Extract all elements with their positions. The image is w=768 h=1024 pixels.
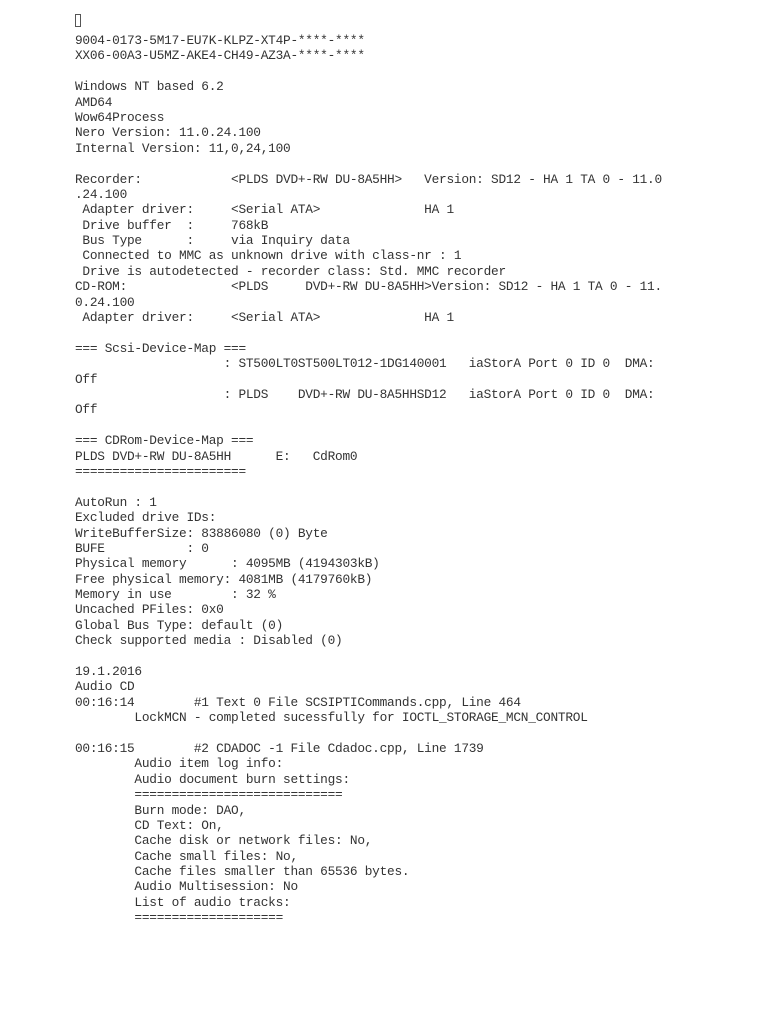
log-line: AMD64 [75, 94, 113, 110]
log-line: Recorder: <PLDS DVD+-RW DU-8A5HH> Version: SD12 - HA 1 TA 0 - 11.0 [75, 171, 662, 187]
log-line: 19.1.2016 [75, 664, 142, 680]
log-line: AutoRun : 1 [75, 494, 157, 510]
log-line: Excluded drive IDs: [75, 510, 217, 526]
log-line: Audio CD [75, 679, 135, 695]
log-line: ============================ [75, 787, 343, 803]
missing-glyph-icon [75, 14, 81, 27]
log-entry-1 [75, 664, 715, 726]
log-line: Free physical memory: 4081MB (4179760kB) [75, 571, 373, 587]
log-line: : ST500LT0ST500LT012-1DG140001 iaStorA Port 0 ID 0 DMA: [75, 356, 655, 372]
log-line: Drive is autodetected - recorder class: Std. MMC recorder [75, 263, 506, 279]
log-line: === Scsi-Device-Map === [75, 340, 246, 356]
recorder-section [75, 172, 715, 326]
log-line: Memory in use : 32 % [75, 587, 276, 603]
log-line: BUFE : 0 [75, 540, 209, 556]
system-info-section [75, 79, 715, 156]
log-line: LockMCN - completed sucessfully for IOCTL_STORAGE_MCN_CONTROL [75, 710, 588, 726]
log-line: Internal Version: 11,0,24,100 [75, 140, 291, 156]
log-line: ======================= [75, 463, 246, 479]
log-line: PLDS DVD+-RW DU-8A5HH E: CdRom0 [75, 448, 358, 464]
log-line: Audio Multisession: No [75, 879, 298, 895]
log-line: .24.100 [75, 186, 128, 202]
log-line: Audio document burn settings: [75, 771, 350, 787]
log-line: Global Bus Type: default (0) [75, 617, 284, 633]
log-line: Nero Version: 11.0.24.100 [75, 125, 261, 141]
cdrom-device-map-section [75, 433, 715, 479]
log-line: WriteBufferSize: 83886080 (0) Byte [75, 525, 328, 541]
log-line: Drive buffer : 768kB [75, 217, 269, 233]
log-line: Cache small files: No, [75, 848, 298, 864]
log-line: CD-ROM: <PLDS DVD+-RW DU-8A5HH>Version: SD12 - HA 1 TA 0 - 11. [75, 279, 662, 295]
log-line: Connected to MMC as unknown drive with class-nr : 1 [75, 248, 462, 264]
settings-section [75, 495, 715, 649]
log-line: Cache files smaller than 65536 bytes. [75, 864, 410, 880]
log-line: XX06-00A3-U5MZ-AKE4-CH49-AZ3A-****-**** [75, 48, 365, 64]
log-line: : PLDS DVD+-RW DU-8A5HHSD12 iaStorA Port 0 ID 0 DMA: [75, 386, 655, 402]
log-line: Audio item log info: [75, 756, 284, 772]
log-line: Off [75, 371, 98, 387]
log-document [75, 11, 715, 926]
log-line: Physical memory : 4095MB (4194303kB) [75, 556, 380, 572]
missing-glyph-line [75, 11, 715, 33]
log-line: Cache disk or network files: No, [75, 833, 373, 849]
log-entry-2 [75, 741, 715, 926]
log-line: CD Text: On, [75, 817, 224, 833]
serials-section [75, 33, 715, 64]
log-line: 9004-0173-5M17-EU7K-KLPZ-XT4P-****-**** [75, 33, 365, 48]
scsi-device-map-section [75, 341, 715, 418]
log-line: List of audio tracks: [75, 894, 291, 910]
log-line: 00:16:15 #2 CDADOC -1 File Cdadoc.cpp, Line 1739 [75, 740, 484, 756]
log-line: ==================== [75, 910, 284, 926]
log-line: Adapter driver: <Serial ATA> HA 1 [75, 202, 454, 218]
log-line: Wow64Process [75, 109, 165, 125]
log-line: Adapter driver: <Serial ATA> HA 1 [75, 310, 454, 326]
log-line: Off [75, 402, 98, 418]
log-line: 0.24.100 [75, 294, 135, 310]
log-line: Burn mode: DAO, [75, 802, 246, 818]
log-line: Check supported media : Disabled (0) [75, 633, 343, 649]
log-line: Bus Type : via Inquiry data [75, 233, 350, 249]
log-line: 00:16:14 #1 Text 0 File SCSIPTICommands.cpp, Line 464 [75, 694, 521, 710]
log-line: Windows NT based 6.2 [75, 79, 224, 95]
log-line: Uncached PFiles: 0x0 [75, 602, 224, 618]
log-line: === CDRom-Device-Map === [75, 433, 254, 449]
